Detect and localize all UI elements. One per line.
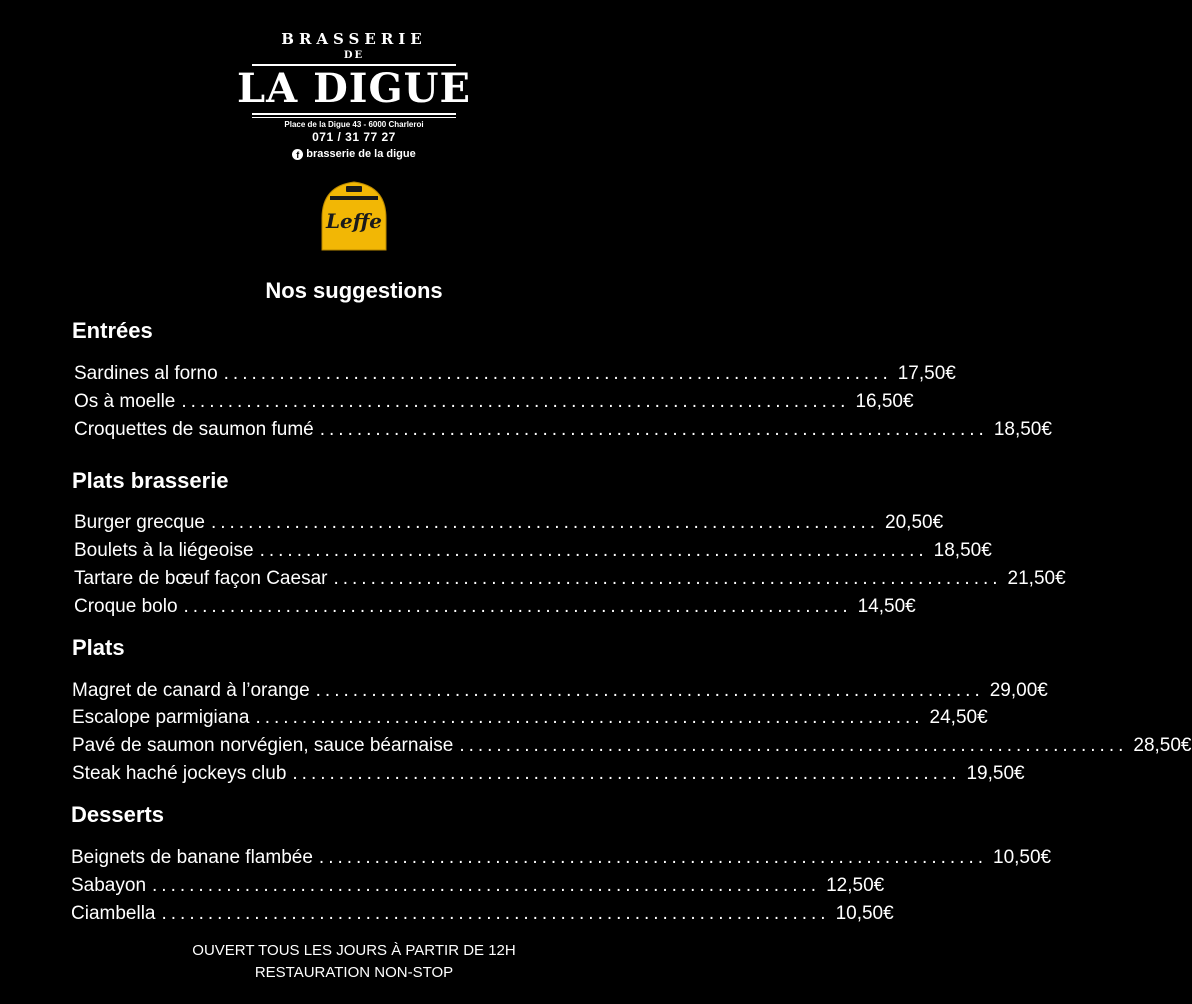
item-price: 18,50€ <box>933 540 992 561</box>
leader-dots: ........................................................................ <box>315 680 984 701</box>
opening-hours-line: OUVERT TOUS LES JOURS À PARTIR DE 12H <box>192 942 516 959</box>
item-name: Boulets à la liégeoise <box>74 540 254 561</box>
service-line: RESTAURATION NON-STOP <box>254 964 454 981</box>
menu-item <box>74 565 1066 593</box>
item-price: 21,50€ <box>1007 568 1066 589</box>
item-name: Tartare de bœuf façon Caesar <box>74 568 328 589</box>
leader-dots: ........................................................................ <box>161 903 830 924</box>
page-title: Nos suggestions <box>265 278 443 303</box>
menu-item <box>74 593 916 621</box>
item-name: Escalope parmigiana <box>72 707 250 728</box>
menu-item <box>74 416 1052 444</box>
leader-dots: ........................................................................ <box>255 707 924 728</box>
item-price: 18,50€ <box>993 419 1052 440</box>
menu-item <box>72 677 1048 705</box>
leffe-logo-text: Leffe <box>325 209 383 233</box>
item-price: 10,50€ <box>993 847 1052 868</box>
brand-rule <box>252 117 456 118</box>
item-price: 19,50€ <box>966 763 1025 784</box>
item-price: 16,50€ <box>855 391 914 412</box>
leader-dots: ........................................................................ <box>459 735 1128 756</box>
item-price: 14,50€ <box>857 596 916 617</box>
brand-rule <box>252 113 456 115</box>
item-name: Croque bolo <box>74 596 178 617</box>
menu-item <box>72 760 1025 788</box>
leader-dots: ........................................................................ <box>292 763 961 784</box>
section-title-plats: Plats <box>72 635 125 660</box>
leffe-logo <box>316 180 392 252</box>
menu-item <box>71 900 894 928</box>
item-price: 12,50€ <box>826 875 885 896</box>
phone-number: 071 / 31 77 27 <box>312 130 396 144</box>
menu-item <box>72 704 988 732</box>
item-name: Sabayon <box>71 875 147 896</box>
leader-dots: ........................................................................ <box>259 540 928 561</box>
leader-dots: ........................................................................ <box>210 512 880 533</box>
section-title-plats-brasserie: Plats brasserie <box>72 468 229 493</box>
item-price: 29,00€ <box>989 680 1048 701</box>
opening-hours <box>0 940 708 984</box>
leader-dots: ........................................................................ <box>333 568 1002 589</box>
menu-item <box>74 360 956 388</box>
item-name: Steak haché jockeys club <box>72 763 287 784</box>
item-name: Croquettes de saumon fumé <box>74 419 314 440</box>
item-name: Pavé de saumon norvégien, sauce béarnaise <box>72 735 454 756</box>
menu-item <box>72 732 1192 760</box>
menu-item <box>74 537 992 565</box>
menu-item <box>74 388 914 416</box>
brand-name-main: LA DIGUE <box>236 65 471 112</box>
leader-dots: ........................................................................ <box>318 847 987 868</box>
menu-item <box>71 844 1052 872</box>
leader-dots: ........................................................................ <box>183 596 852 617</box>
facebook-label: brasserie de la digue <box>306 148 416 160</box>
item-name: Beignets de banane flambée <box>71 847 313 868</box>
leader-dots: ........................................................................ <box>223 363 892 384</box>
brand-name-de: DE <box>343 50 365 61</box>
address: Place de la Digue 43 - 6000 Charleroi <box>284 120 424 129</box>
leader-dots: ........................................................................ <box>181 391 850 412</box>
menu-item <box>74 509 944 537</box>
item-name: Burger grecque <box>74 512 205 533</box>
item-price: 28,50€ <box>1133 735 1192 756</box>
item-name: Sardines al forno <box>74 363 218 384</box>
item-name: Magret de canard à l’orange <box>72 680 310 701</box>
item-price: 24,50€ <box>929 707 988 728</box>
leader-dots: ........................................................................ <box>319 419 988 440</box>
item-price: 10,50€ <box>835 903 894 924</box>
brand-name-top: BRASSERIE <box>281 30 427 48</box>
item-price: 17,50€ <box>897 363 956 384</box>
section-title-entrees: Entrées <box>72 318 153 343</box>
item-name: Ciambella <box>71 903 156 924</box>
item-name: Os à moelle <box>74 391 176 412</box>
item-price: 20,50€ <box>885 512 944 533</box>
menu-item <box>71 872 885 900</box>
facebook-link[interactable] <box>0 148 708 160</box>
facebook-icon: f <box>292 149 303 160</box>
section-title-desserts: Desserts <box>71 802 164 827</box>
leader-dots: ........................................................................ <box>152 875 821 896</box>
